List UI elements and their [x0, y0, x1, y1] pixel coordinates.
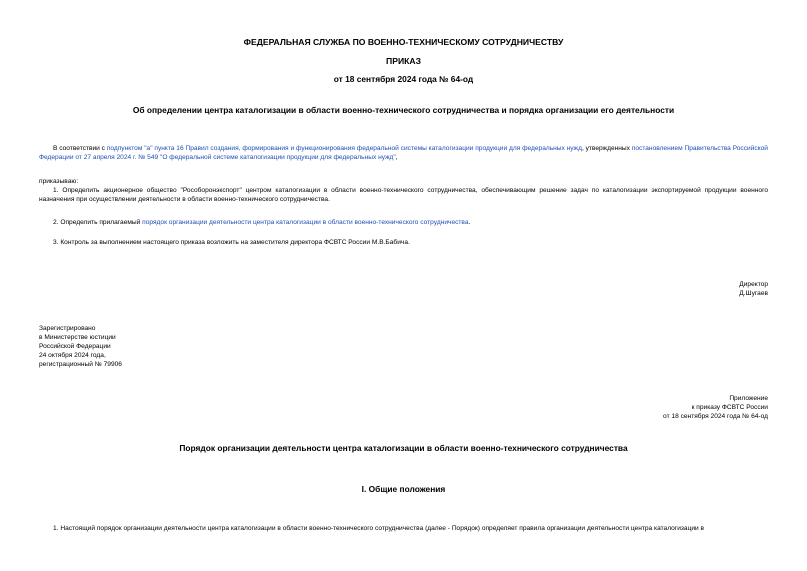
appendix-label: Приложение [729, 395, 768, 402]
appendix-date-number: от 18 сентября 2024 года № 64-од [663, 413, 768, 420]
preamble-text-3: , [395, 154, 398, 161]
section-title: I. Общие положения [361, 484, 446, 494]
signature-position: Директор [739, 281, 768, 288]
last-paragraph: 1. Настоящий порядок организации деятельности центра каталогизации в области военно-технического сотрудничества (далее - Порядок) определяет правила организации деятельности центра каталогизации в [53, 525, 705, 532]
registration-line: Зарегистрировано [39, 325, 96, 332]
date-number-heading: от 18 сентября 2024 года № 64-од [333, 74, 474, 84]
order-word: приказываю: [39, 178, 79, 185]
resolution-link[interactable]: постановлением Правительства Российской Федерации от 27 апреля 2024 г. № 549 "О федеральной системе каталогизации продукции для федеральных нужд" [39, 145, 768, 161]
registration-line: регистрационный № 79906 [39, 361, 122, 368]
order-title: Об определении центра каталогизации в области военно-технического сотрудничества и порядка организации его деятельности [132, 105, 675, 115]
preamble-text-1: В соответствии с [53, 145, 107, 152]
appendix-title: Порядок организации деятельности центра каталогизации в области военно-технического сотрудничества [179, 443, 628, 453]
agency-heading: ФЕДЕРАЛЬНАЯ СЛУЖБА ПО ВОЕННО-ТЕХНИЧЕСКОМУ СОТРУДНИЧЕСТВУ [243, 37, 564, 47]
item-3: 3. Контроль за выполнением настоящего приказа возложить на заместителя директора ФСВТС России М.В.Бабича. [53, 239, 410, 246]
signature-name: Д.Шугаев [739, 290, 768, 297]
item-2 [39, 218, 768, 227]
appendix-to-order: к приказу ФСВТС России [691, 404, 768, 411]
item-1: 1. Определить акционерное общество "Рособоронэкспорт" центром каталогизации в области военно-технического сотрудничества, обеспечивающим решение задач по каталогизации экспортируемой продукции военного назначения при осуществлении деятельности в области военно-технического сотрудничества. [39, 187, 768, 203]
appendix-block [663, 394, 768, 421]
item-2-end: . [468, 219, 471, 226]
registration-line: 24 октября 2024 года, [39, 352, 106, 359]
doc-type-heading: ПРИКАЗ [386, 56, 421, 66]
registration-block [39, 324, 768, 369]
rules-link[interactable]: подпунктом "а" пункта 16 Правил создания, формирования и функционирования федеральной системы каталогизации продукции для федеральных нужд [106, 145, 582, 152]
preamble-text-2: , утвержденных [581, 145, 632, 152]
registration-line: Российской Федерации [39, 343, 111, 350]
registration-line: в Министерстве юстиции [39, 334, 116, 341]
preamble-paragraph [39, 144, 768, 162]
signature-block [739, 280, 768, 298]
item-2-text: 2. Определить прилагаемый [53, 219, 143, 226]
procedure-link[interactable]: порядок организации деятельности центра каталогизации в области военно-технического сотрудничества [142, 219, 469, 226]
